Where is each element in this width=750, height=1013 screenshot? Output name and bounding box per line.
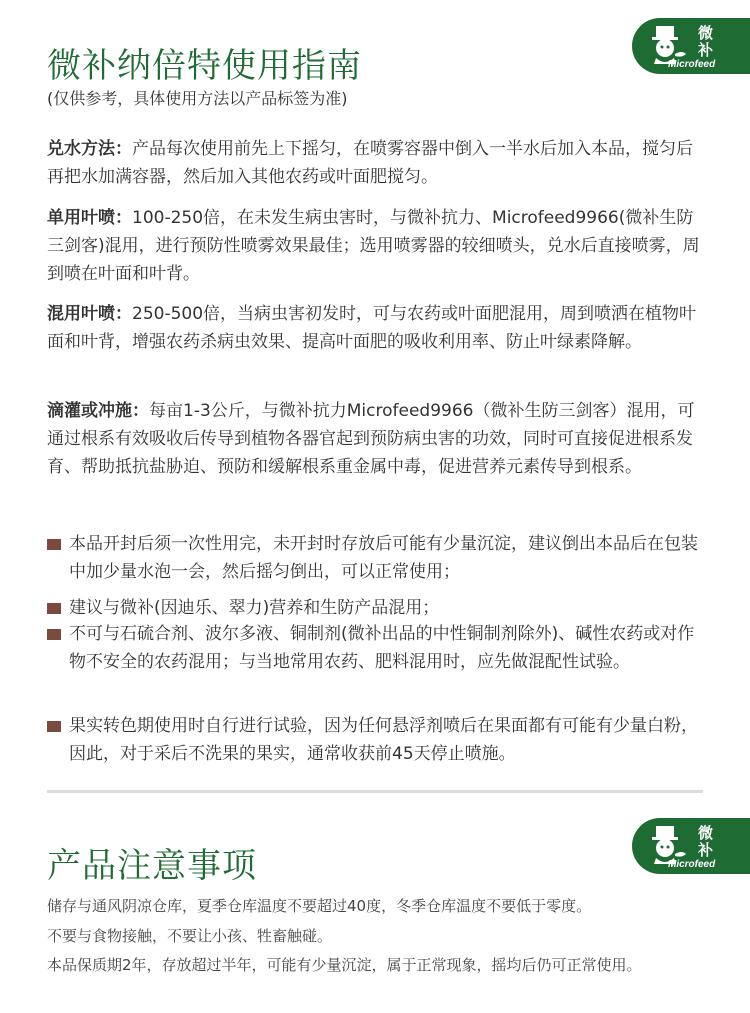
logo-english-text: Microfeed [668,859,716,870]
brand-logo [632,818,750,874]
bullet-square-icon [47,539,61,550]
bullet-item: 不可与石硫合剂、波尔多液、铜制剂(微补出品的中性铜制剂除外)、碱性农药或对作物不安全的农药混用；与当地常用农药、肥料混用时，应先做混配性试验。 [47,620,709,676]
note-storage: 储存与通风阴凉仓库，夏季仓库温度不要超过40度，冬季仓库温度不要低于零度。 [47,897,592,915]
logo-chinese-text: 微 补 [698,824,714,859]
bullet-item: 建议与微补(因迪乐、翠力)营养和生防产品混用； [47,594,709,622]
logo-chinese-text: 微 补 [698,24,714,59]
logo-english-text: Microfeed [668,59,716,70]
bullet-square-icon [47,629,61,640]
page-title: 微补纳倍特使用指南 [47,46,362,86]
section-divider [47,790,703,793]
section-title-precautions: 产品注意事项 [47,846,257,886]
note-safety: 不要与食物接触，不要让小孩、牲畜触碰。 [47,927,333,945]
bullet-square-icon [47,603,61,614]
paragraph-dilution: 兑水方法：产品每次使用前先上下摇匀，在喷雾容器中倒入一半水后加入本品，搅匀后再把水加满容器，然后加入其他农药或叶面肥搅匀。 [47,139,693,187]
bullet-item: 本品开封后须一次性用完，未开封时存放后可能有少量沉淀，建议倒出本品后在包装中加少量水泡一会，然后摇匀倒出，可以正常使用； [47,530,709,586]
bullet-square-icon [47,721,61,732]
bullet-item: 果实转色期使用时自行进行试验，因为任何悬浮剂喷后在果面都有可能有少量白粉，因此，对于采后不洗果的果实，通常收获前45天停止喷施。 [47,712,709,768]
note-shelf-life: 本品保质期2年，存放超过半年，可能有少量沉淀，属于正常现象，摇均后仍可正常使用。 [47,956,642,974]
paragraph-drip-irrigation: 滴灌或冲施：每亩1-3公斤，与微补抗力Microfeed9966（微补生防三剑客）混用，可通过根系有效吸收后传导到植物各器官起到预防病虫害的功效，同时可直接促进根系发育、帮助抵抗盐胁迫、预防和缓解根系重金属中毒，促进营养元素传导到根系。 [47,401,695,477]
paragraph-mixed-spray: 混用叶喷：250-500倍，当病虫害初发时，可与农药或叶面肥混用，周到喷洒在植物叶面和叶背，增强农药杀病虫效果、提高叶面肥的吸收利用率、防止叶绿素降解。 [47,304,697,352]
paragraph-single-spray: 单用叶喷：100-250倍，在未发生病虫害时，与微补抗力、Microfeed9966(微补生防三剑客)混用，进行预防性喷雾效果最佳；选用喷雾器的较细喷头，兑水后直接喷雾，周到喷在叶面和叶背。 [47,208,700,284]
page-subtitle: (仅供参考，具体使用方法以产品标签为准) [47,89,348,108]
brand-logo [632,18,750,74]
